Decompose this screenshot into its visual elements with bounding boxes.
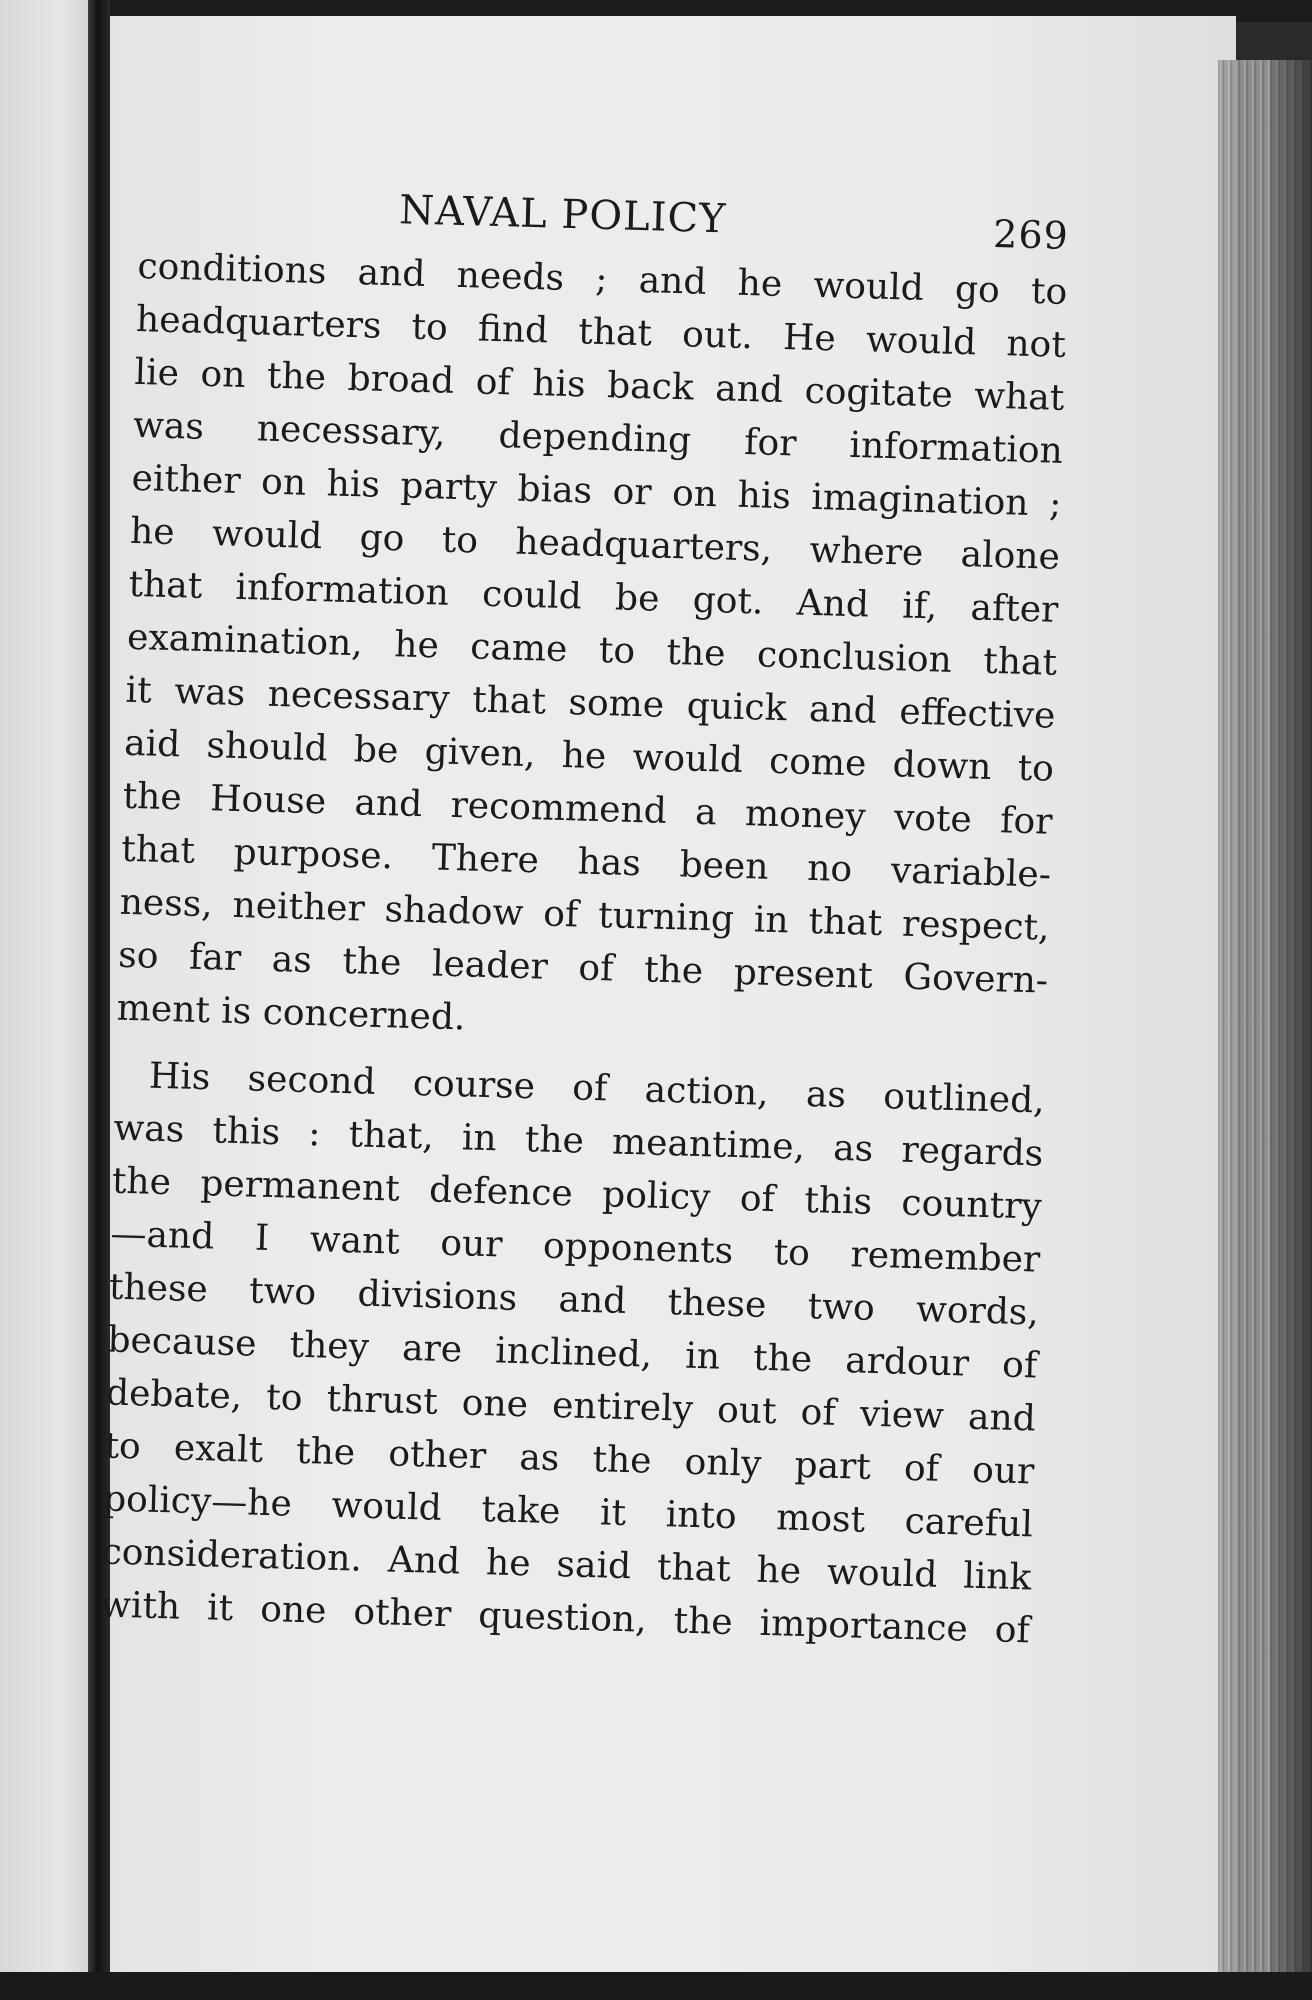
text-line: His second course of action, as outlined, xyxy=(148,1055,1046,1122)
facing-page-edge xyxy=(0,0,100,2000)
text-line: either on his party bias or on his imagination ; xyxy=(131,457,1062,525)
text-line: ment is concerned. xyxy=(116,987,466,1039)
text-line: headquarters to find that out. He would not xyxy=(135,298,1067,366)
text-line: examination, he came to the conclusion that xyxy=(126,616,1058,684)
page-number: 269 xyxy=(992,211,1070,258)
page-stack-shadow xyxy=(1270,60,1312,1972)
text-line: debate, to thrust one entirely out of view and xyxy=(105,1372,1037,1440)
text-line: ness, neither shadow of turning in that respect, xyxy=(119,881,1051,949)
text-line: with it one other question, the importance of xyxy=(99,1584,1031,1652)
text-line: it was necessary that some quick and effective xyxy=(125,669,1056,737)
text-line: because they are inclined, in the ardour of xyxy=(107,1319,1038,1387)
page-text xyxy=(99,180,1069,1657)
text-line: he would go to headquarters, where alone xyxy=(129,510,1061,578)
bottom-border xyxy=(0,1972,1312,2000)
book-gutter xyxy=(88,0,110,2000)
text-line: that information could be got. And if, after xyxy=(128,563,1059,631)
text-line: that purpose. There has been no variable- xyxy=(120,828,1052,896)
text-line: was necessary, depending for information xyxy=(132,404,1064,472)
chapter-title: NAVAL POLICY xyxy=(398,187,728,243)
text-line: these two divisions and these two words, xyxy=(108,1266,1040,1334)
text-line: aid should be given, he would come down to xyxy=(123,722,1055,790)
paragraph-2 xyxy=(99,1049,1045,1658)
text-line: the House and recommend a money vote for xyxy=(122,775,1053,843)
text-line: policy—he would take it into most careful xyxy=(102,1478,1034,1546)
text-line: was this : that, in the meantime, as regards xyxy=(112,1107,1044,1175)
text-line: so far as the leader of the present Govern- xyxy=(117,934,1049,1002)
text-line: consideration. And he said that he would link xyxy=(101,1531,1032,1599)
text-line: the permanent defence policy of this country xyxy=(111,1160,1043,1228)
text-line: conditions and needs ; and he would go to xyxy=(137,245,1068,313)
text-line: to exalt the other as the only part of our xyxy=(104,1425,1035,1493)
text-line: —and I want our opponents to remember xyxy=(109,1213,1041,1281)
paragraph-1 xyxy=(116,240,1068,1061)
text-line: lie on the broad of his back and cogitate what xyxy=(134,351,1065,419)
